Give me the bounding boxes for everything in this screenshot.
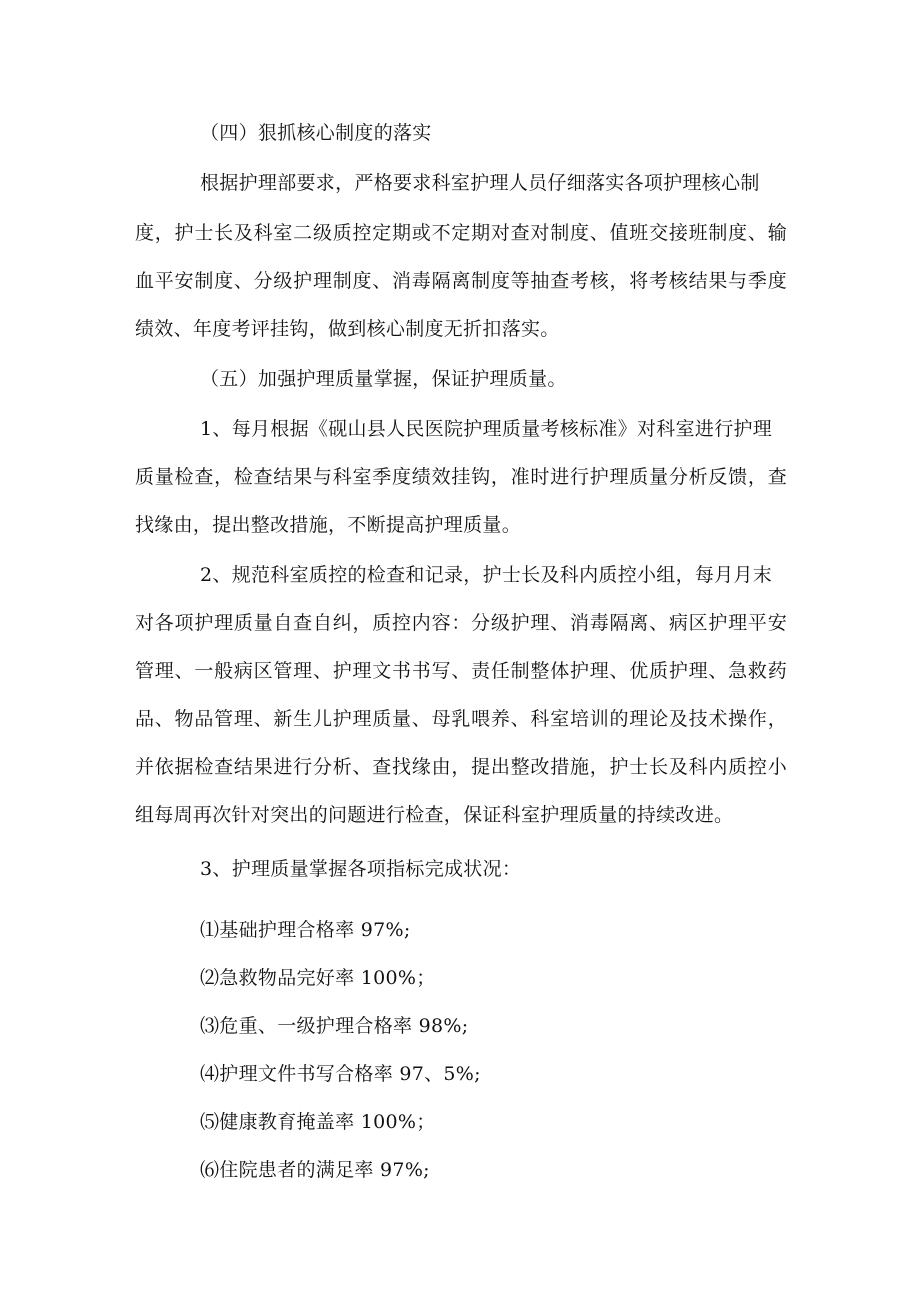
paragraph-line: 对各项护理质量自查自纠，质控内容：分级护理、消毒隔离、病区护理平安 [135,612,787,634]
paragraph-line: 1、每月根据《砚山县人民医院护理质量考核标准》对科室进行护理 [200,418,773,440]
point3-heading: 3、护理质量掌握各项指标完成状况： [200,858,522,880]
indicator-item: ⑶危重、一级护理合格率 98%; [200,1015,469,1037]
paragraph-line: 并依据检查结果进行分析、查找缘由，提出整改措施，护士长及科内质控小 [135,756,787,778]
indicator-item: ⑸健康教育掩盖率 100%； [200,1111,436,1133]
paragraph-line: 组每周再次针对突出的问题进行检查，保证科室护理质量的持续改进。 [135,804,734,826]
section-heading-5: （五）加强护理质量掌握，保证护理质量。 [200,368,567,390]
indicator-item: ⑵急救物品完好率 100%； [200,967,436,989]
indicator-item: ⑹住院患者的满足率 97%; [200,1159,430,1181]
indicator-item: ⑷护理文件书写合格率 97、5%; [200,1063,481,1085]
paragraph-line: 度，护士长及科室二级质控定期或不定期对查对制度、值班交接班制度、输 [135,222,787,244]
paragraph-line: 找缘由，提出整改措施，不断提高护理质量。 [135,514,522,536]
paragraph-line: 管理、一般病区管理、护理文书书写、责任制整体护理、优质护理、急救药 [135,660,787,682]
paragraph-line: 质量检查，检查结果与科室季度绩效挂钩，准时进行护理质量分析反馈，查 [135,466,787,488]
indicator-item: ⑴基础护理合格率 97%; [200,919,411,941]
paragraph-line: 根据护理部要求，严格要求科室护理人员仔细落实各项护理核心制 [200,172,760,194]
paragraph-line: 绩效、年度考评挂钩，做到核心制度无折扣落实。 [135,318,560,340]
paragraph-line: 2、规范科室质控的检查和记录，护士长及科内质控小组，每月月末 [200,564,773,586]
paragraph-line: 品、物品管理、新生儿护理质量、母乳喂养、科室培训的理论及技术操作， [135,708,787,730]
section-heading-4: （四）狠抓核心制度的落实 [200,122,432,144]
paragraph-line: 血平安制度、分级护理制度、消毒隔离制度等抽查考核，将考核结果与季度 [135,270,787,292]
